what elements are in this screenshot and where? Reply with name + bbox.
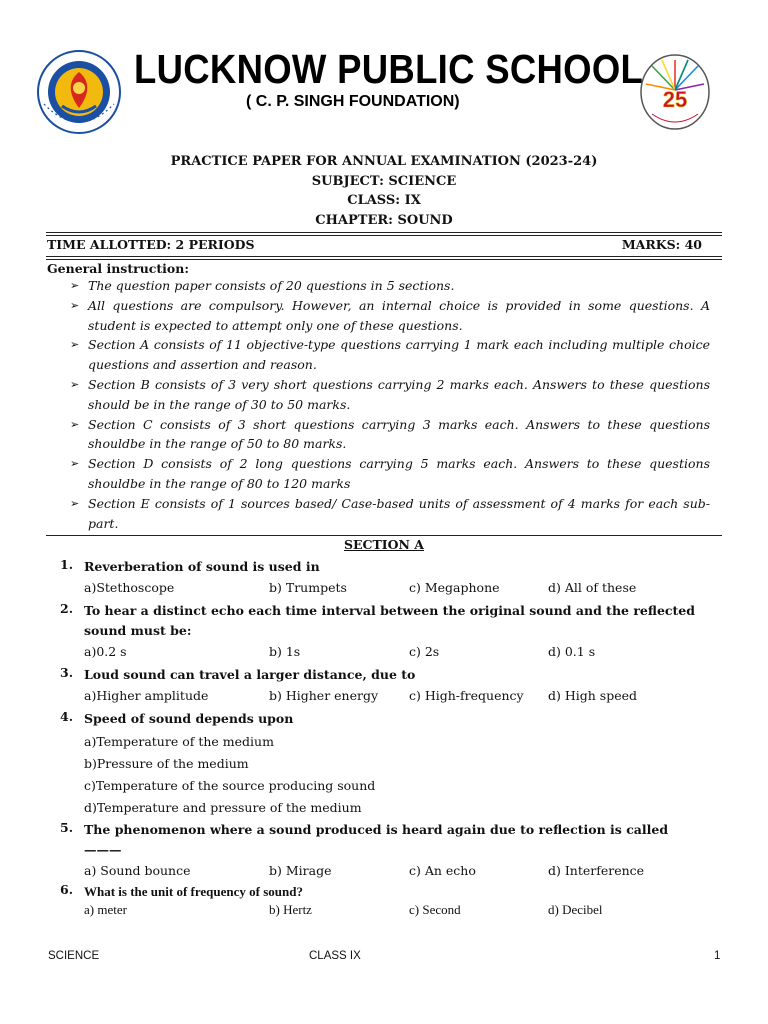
time-allotted: TIME ALLOTTED: 2 PERIODS: [47, 237, 255, 252]
option-c: c) High-frequency: [409, 688, 524, 703]
question-number: 2.: [60, 601, 74, 616]
class-title: CLASS: IX: [347, 193, 421, 208]
question-number: 6.: [60, 882, 74, 897]
section-a-title: SECTION A: [343, 537, 425, 552]
question-options: [84, 731, 700, 819]
divider-line: [46, 256, 722, 257]
footer-class: CLASS IX: [309, 950, 361, 962]
svg-text:25: 25: [662, 87, 688, 112]
option-b: b)Pressure of the medium: [84, 756, 249, 771]
question-3: [60, 665, 700, 708]
instruction-item: ➢ Section B consists of 3 very short questions carrying 2 marks each. Answers to these questions should be in the range of 30 to 50 marks.: [70, 376, 710, 412]
arrow-bullet-icon: ➢: [70, 496, 80, 510]
page-number: 1: [714, 950, 721, 962]
option-b: b) Trumpets: [269, 580, 347, 595]
option-d: d) Interference: [548, 863, 645, 878]
25-years-emblem-icon: [638, 52, 712, 132]
question-number: 3.: [60, 665, 74, 680]
question-text: The phenomenon where a sound produced is heard again due to reflection is called ———: [84, 822, 669, 857]
foundation-name: ( C. P. SINGH FOUNDATION): [246, 93, 460, 110]
chapter-title: CHAPTER: SOUND: [315, 212, 453, 228]
divider-line: [46, 535, 722, 536]
exam-meta: [47, 237, 702, 252]
question-text: To hear a distinct echo each time interval between the original sound and the reflected sound must be:: [84, 603, 696, 638]
option-c: c) An echo: [409, 863, 476, 878]
question-2: [60, 601, 700, 664]
instruction-item: ➢ Section C consists of 3 short questions carrying 3 marks each. Answers to these questions shouldbe in the range of 50 to 80 marks.: [70, 416, 710, 452]
option-c: c) Megaphone: [409, 580, 500, 595]
question-6: [60, 882, 700, 922]
instructions-title: General instruction:: [47, 261, 189, 276]
arrow-bullet-icon: ➢: [70, 457, 80, 471]
paper-title: PRACTICE PAPER FOR ANNUAL EXAMINATION (2023-24): [170, 154, 598, 169]
divider-line: [46, 232, 722, 233]
question-options: [84, 902, 700, 922]
subject-title: SUBJECT: SCIENCE: [311, 173, 457, 189]
paper-titles: [0, 152, 768, 230]
option-c: c) 2s: [409, 644, 440, 659]
school-crest-icon: [34, 48, 124, 138]
option-a: a)Higher amplitude: [84, 688, 209, 703]
question-options: [84, 580, 700, 600]
option-d: d) 0.1 s: [548, 644, 596, 659]
option-d: d) All of these: [548, 580, 637, 595]
option-c: c)Temperature of the source producing sound: [84, 778, 376, 793]
question-options: [84, 688, 700, 708]
footer-subject: SCIENCE: [48, 950, 100, 962]
divider-line: [46, 259, 722, 260]
question-number: 1.: [60, 557, 74, 572]
option-a: a)Temperature of the medium: [84, 734, 274, 749]
arrow-bullet-icon: ➢: [70, 298, 80, 312]
school-name: LUCKNOW PUBLIC SCHOOL: [134, 46, 644, 92]
instruction-item: ➢ Section E consists of 1 sources based/ Case-based units of assessment of 4 marks for each sub-part.: [70, 495, 710, 531]
page-footer: [0, 950, 768, 966]
option-a: a)Stethoscope: [84, 580, 175, 595]
instruction-item: ➢ All questions are compulsory. However, an internal choice is provided in some questions. A student is expected to attempt only one of these questions.: [70, 297, 710, 333]
instruction-item: ➢ Section A consists of 11 objective-type questions carrying 1 mark each including multiple choice questions and assertion and reason.: [70, 337, 710, 373]
document-header: [0, 0, 768, 140]
question-number: 5.: [60, 820, 74, 835]
option-a: a)0.2 s: [84, 644, 127, 659]
option-d: d)Temperature and pressure of the medium: [84, 800, 362, 815]
question-number: 4.: [60, 709, 74, 724]
arrow-bullet-icon: ➢: [70, 417, 80, 431]
divider-line: [46, 235, 722, 236]
instruction-item: ➢ Section D consists of 2 long questions carrying 5 marks each. Answers to these questions shouldbe in the range of 80 to 120 marks: [70, 456, 710, 491]
arrow-bullet-icon: ➢: [70, 338, 80, 352]
option-d: d) High speed: [548, 688, 637, 703]
arrow-bullet-icon: ➢: [70, 377, 80, 391]
instructions-list: [70, 276, 710, 533]
arrow-bullet-icon: ➢: [70, 279, 80, 292]
question-1: [60, 557, 700, 600]
question-text: Reverberation of sound is used in: [84, 559, 320, 574]
total-marks: MARKS: 40: [621, 237, 702, 252]
option-b: b) Hertz: [269, 902, 312, 917]
option-b: b) Mirage: [269, 863, 332, 878]
instruction-item: ➢ The question paper consists of 20 questions in 5 sections.: [70, 276, 710, 296]
question-options: [84, 863, 700, 883]
question-text: What is the unit of frequency of sound?: [84, 884, 303, 899]
question-text: Speed of sound depends upon: [84, 711, 294, 726]
question-5: [60, 820, 700, 883]
question-text: Loud sound can travel a larger distance, due to: [84, 667, 416, 682]
option-c: c) Second: [409, 902, 461, 917]
option-a: a) meter: [84, 902, 127, 917]
option-d: d) Decibel: [548, 902, 603, 917]
option-b: b) Higher energy: [269, 688, 379, 703]
option-a: a) Sound bounce: [84, 863, 191, 878]
option-b: b) 1s: [269, 644, 301, 659]
question-4: [60, 709, 700, 819]
question-options: [84, 644, 700, 664]
